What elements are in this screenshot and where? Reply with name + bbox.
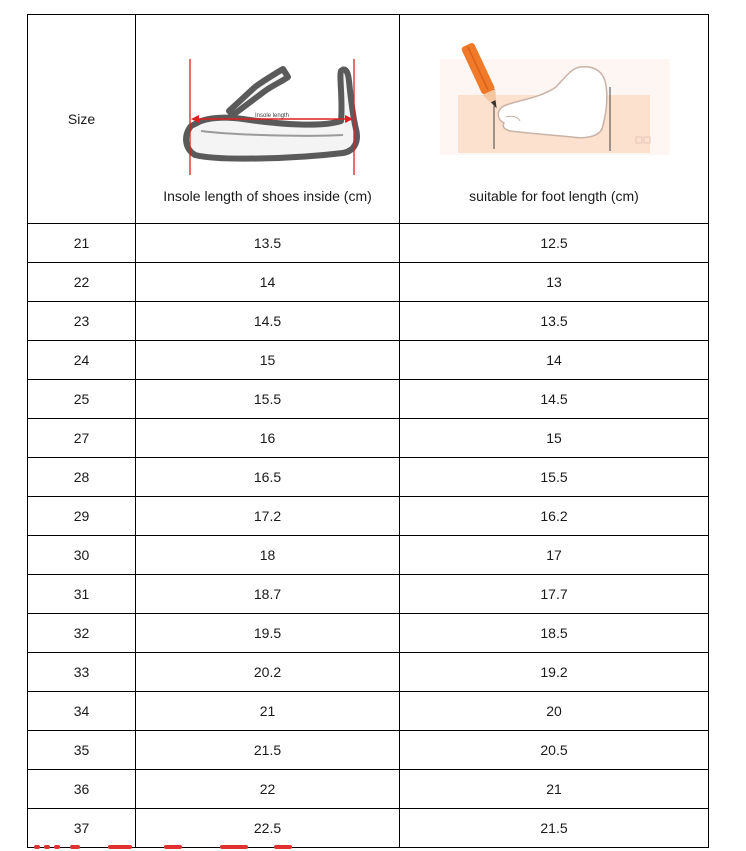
table-row (28, 302, 709, 341)
header-row (28, 15, 709, 224)
insole-length-cell: 19.5 (136, 614, 400, 653)
size-cell: 24 (28, 341, 136, 380)
foot-length-cell: 21.5 (400, 809, 709, 848)
foot-length-cell: 14.5 (400, 380, 709, 419)
size-cell: 32 (28, 614, 136, 653)
size-cell: 37 (28, 809, 136, 848)
table-row (28, 224, 709, 263)
foot-length-cell: 12.5 (400, 224, 709, 263)
insole-column-header (136, 15, 400, 224)
foot-length-cell: 16.2 (400, 497, 709, 536)
foot-length-cell: 19.2 (400, 653, 709, 692)
foot-length-cell: 15 (400, 419, 709, 458)
size-cell: 21 (28, 224, 136, 263)
insole-length-cell: 21 (136, 692, 400, 731)
size-cell: 27 (28, 419, 136, 458)
size-cell: 28 (28, 458, 136, 497)
size-cell: 22 (28, 263, 136, 302)
table-row (28, 263, 709, 302)
table-row (28, 536, 709, 575)
size-rows (28, 224, 709, 848)
insole-length-cell: 16 (136, 419, 400, 458)
foot-length-cell: 15.5 (400, 458, 709, 497)
insole-length-cell: 15.5 (136, 380, 400, 419)
size-cell: 35 (28, 731, 136, 770)
insole-length-cell: 21.5 (136, 731, 400, 770)
foot-length-cell: 13 (400, 263, 709, 302)
insole-length-cell: 17.2 (136, 497, 400, 536)
table-row (28, 419, 709, 458)
insole-length-cell: 22 (136, 770, 400, 809)
size-cell: 25 (28, 380, 136, 419)
table-row (28, 653, 709, 692)
foot-length-cell: 20 (400, 692, 709, 731)
insole-length-cell: 13.5 (136, 224, 400, 263)
insole-length-cell: 16.5 (136, 458, 400, 497)
table-row (28, 731, 709, 770)
insole-length-cell: 15 (136, 341, 400, 380)
insole-length-cell: 14 (136, 263, 400, 302)
table-row (28, 770, 709, 809)
table-row (28, 497, 709, 536)
size-cell: 29 (28, 497, 136, 536)
insole-length-cell: 20.2 (136, 653, 400, 692)
table-row (28, 614, 709, 653)
size-chart-table (27, 14, 709, 848)
table-row (28, 341, 709, 380)
cropped-red-text-fragment (34, 843, 334, 851)
foot-length-label: suitable for foot length (cm) (469, 188, 639, 204)
foot-length-cell: 14 (400, 341, 709, 380)
size-cell: 33 (28, 653, 136, 692)
size-cell: 23 (28, 302, 136, 341)
foot-length-cell: 21 (400, 770, 709, 809)
table-row (28, 575, 709, 614)
insole-length-cell: 18.7 (136, 575, 400, 614)
foot-column-header (400, 15, 709, 224)
foot-length-cell: 17.7 (400, 575, 709, 614)
foot-length-cell: 20.5 (400, 731, 709, 770)
foot-measure-illustration-icon (434, 39, 674, 169)
shoe-insole-diagram-icon (173, 41, 363, 191)
size-cell: 31 (28, 575, 136, 614)
foot-length-cell: 18.5 (400, 614, 709, 653)
table-row (28, 809, 709, 848)
insole-label: Insole length of shoes inside (cm) (163, 188, 372, 204)
size-cell: 34 (28, 692, 136, 731)
table-row (28, 380, 709, 419)
foot-length-cell: 13.5 (400, 302, 709, 341)
insole-length-caption: Insole length (254, 113, 289, 119)
table-row (28, 692, 709, 731)
insole-length-cell: 22.5 (136, 809, 400, 848)
foot-length-cell: 17 (400, 536, 709, 575)
size-column-header: Size (28, 15, 136, 224)
table-row (28, 458, 709, 497)
size-cell: 30 (28, 536, 136, 575)
insole-length-cell: 14.5 (136, 302, 400, 341)
size-cell: 36 (28, 770, 136, 809)
insole-length-cell: 18 (136, 536, 400, 575)
